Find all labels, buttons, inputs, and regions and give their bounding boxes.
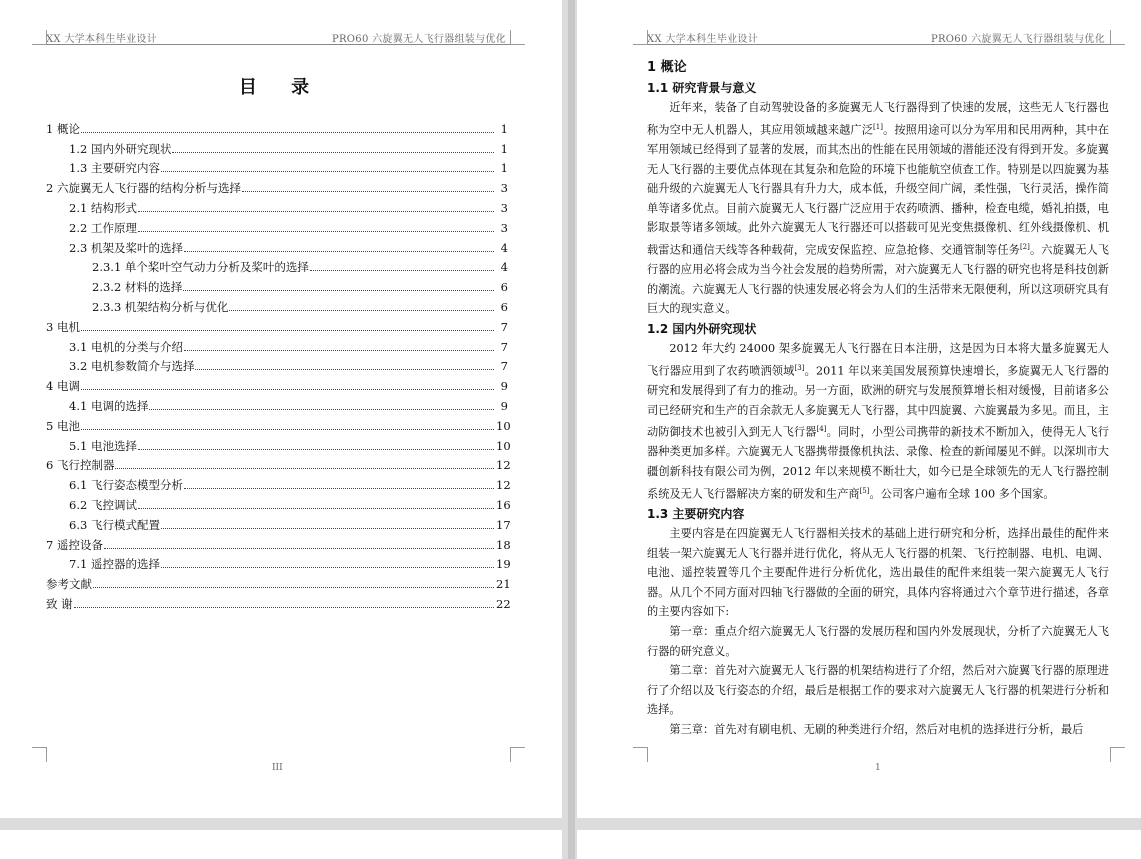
toc-entry-label: 1.2 国内外研究现状 <box>69 141 172 156</box>
section-heading-1-1: 1.1 研究背景与意义 <box>647 81 757 95</box>
toc-leader-dots <box>149 409 494 410</box>
toc-entry[interactable] <box>46 454 511 474</box>
toc-entry[interactable] <box>46 196 508 216</box>
toc-entry-label: 1 概论 <box>46 121 80 136</box>
chapter-body <box>647 58 1109 739</box>
paragraph-chapter-three: 第三章：首先对有刷电机、无刷的种类进行介绍，然后对电机的选择进行分析，最后 <box>669 722 1084 736</box>
toc-entry-label: 6.1 飞行姿态模型分析 <box>69 478 183 493</box>
toc-entry-page: 4 <box>500 240 508 255</box>
header-left: XX 大学本科生毕业设计 <box>46 34 158 45</box>
toc-entry-page: 7 <box>500 359 508 374</box>
text-run: 。2011 年以来美国发展预算快速增长，多旋翼无人飞行器的研究和发展得到了有力的推动。另一方面，欧洲的研究与发展预算增长相对缓慢，目前诸多公司已经研究和生产的百余款无人多旋翼无人飞行器，其中四旋翼、六旋翼最为多见。而且，主动防御技术也被引入到无人飞行器 <box>647 364 1109 439</box>
next-page-top-left <box>0 830 562 859</box>
toc-leader-dots <box>161 171 494 172</box>
toc-entry-label: 2.2 工作原理 <box>69 220 137 235</box>
toc-entry[interactable] <box>46 434 511 454</box>
toc-entry[interactable] <box>46 355 508 375</box>
toc-entry-page: 16 <box>496 497 511 512</box>
corner-mark-bottom-left <box>633 747 648 762</box>
citation: [2] <box>1019 242 1030 251</box>
page-number: 1 <box>875 763 881 773</box>
toc-entry-label: 6 飞行控制器 <box>46 458 115 473</box>
toc-entry-label: 致 谢 <box>46 596 73 611</box>
toc-leader-dots <box>184 251 494 252</box>
text-run: 。六旋翼无人飞行器的应用必将会成为当今社会发展的趋势所需，对六旋翼无人飞行器的研究也将是科技创新的潮流。六旋翼无人飞行器的快速发展必将会为人们的生活带来无限便利，所以这项研究具有巨大的现实意义。 <box>647 243 1109 316</box>
page-number: III <box>272 763 283 773</box>
toc-leader-dots <box>138 508 494 509</box>
toc-entry[interactable] <box>46 553 511 573</box>
corner-mark-top-left <box>32 30 47 45</box>
toc-entry[interactable] <box>46 275 508 295</box>
text-run: 2012 年大约 24000 架多旋翼无人飞行器在日本注册，这是因为日本将大量多旋翼无人飞行器应用到了农药喷洒领域 <box>647 342 1109 378</box>
toc-entry-label: 2.1 结构形式 <box>69 200 137 215</box>
toc-entry-page: 19 <box>496 557 511 572</box>
header-right: PRO60 六旋翼无人飞行器组装与优化 <box>331 34 506 45</box>
toc-entry-page: 12 <box>496 458 511 473</box>
corner-mark-top-right <box>510 30 525 45</box>
toc-leader-dots <box>104 548 494 549</box>
toc-entry-page: 3 <box>500 181 508 196</box>
corner-mark-top-left <box>633 30 648 45</box>
toc-leader-dots <box>74 607 494 608</box>
toc-entry-label: 1.3 主要研究内容 <box>69 161 160 176</box>
section-heading-1-2: 1.2 国内外研究现状 <box>647 322 757 336</box>
header-right: PRO60 六旋翼无人飞行器组装与优化 <box>930 34 1105 45</box>
toc-leader-dots <box>184 350 494 351</box>
toc-leader-dots <box>138 449 494 450</box>
toc-leader-dots <box>81 132 494 133</box>
citation: [5] <box>859 486 870 495</box>
toc-entry-label: 6.3 飞行模式配置 <box>69 517 160 532</box>
chapter-heading: 1 概论 <box>647 60 687 75</box>
section-heading-1-3: 1.3 主要研究内容 <box>647 506 745 521</box>
toc-leader-dots <box>138 231 494 232</box>
toc-entry-label: 3.2 电机参数简介与选择 <box>69 359 195 374</box>
header-left: XX 大学本科生毕业设计 <box>647 34 759 45</box>
corner-mark-bottom-right <box>1110 747 1125 762</box>
toc-entry-page: 12 <box>496 478 511 493</box>
toc-entry-label: 2.3.3 机架结构分析与优化 <box>92 299 229 314</box>
toc-leader-dots <box>242 191 494 192</box>
toc-entry-page: 10 <box>496 418 511 433</box>
toc-entry[interactable] <box>46 315 508 335</box>
toc-leader-dots <box>161 567 494 568</box>
toc-entry-label: 3 电机 <box>46 319 80 334</box>
text-run: 。同时，小型公司携带的新技术不断加入，使得无人飞行器种类更加多样。六旋翼无人飞器携带摄像机执法、录像、检查的新闻屡见不鲜。以深圳市大疆创新科技有限公司为例，2012 年以来规模不断壮大，如今已是全球领先的无人飞行器控制系统及无人飞行器解决方案的研发和生产商 <box>647 425 1109 501</box>
toc-entry-label: 4 电调 <box>46 379 80 394</box>
toc-entry-page: 17 <box>496 517 511 532</box>
toc-leader-dots <box>93 587 494 588</box>
toc-entry-label: 4.1 电调的选择 <box>69 398 149 413</box>
toc-entry-label: 5 电池 <box>46 418 80 433</box>
toc-leader-dots <box>81 330 494 331</box>
toc-entry[interactable] <box>46 374 508 394</box>
toc-entry[interactable] <box>46 414 511 434</box>
toc-entry[interactable] <box>46 176 508 196</box>
toc-leader-dots <box>81 429 494 430</box>
toc-entry-page: 7 <box>500 319 508 334</box>
text-run: 。按照用途可以分为军用和民用两种，其中在军用领域已经得到了显著的发展，而其杰出的性能在民用领域的潜能还没有得到开发。多旋翼无人飞行器的主要优点体现在其复杂和危险的环境下也能航空侦查工作。特别是以四旋翼为基础升级的六旋翼无人飞行器具有升力大，成本低，升级空间广阔，柔性强，飞行灵活，操作简单等诸多优点。目前六旋翼无人飞行器广泛应用于农药喷洒、播种，检查电缆，婚礼拍摄，电影取景等诸多领域。此外六旋翼无人飞行器还可以搭载可见光变焦摄像机、红外线摄像机、机载雷达和通信天线等各种载荷，完成安保监控、应急抢修、交通管制等任务 <box>647 123 1109 257</box>
corner-mark-bottom-left <box>32 747 47 762</box>
toc-entry-label: 2.3.1 单个桨叶空气动力分析及桨叶的选择 <box>92 260 309 275</box>
toc-leader-dots <box>183 290 494 291</box>
toc-entry-page: 4 <box>500 260 508 275</box>
toc-leader-dots <box>115 468 494 469</box>
toc-entry-page: 7 <box>500 339 508 354</box>
paragraph-background <box>647 98 1109 319</box>
toc-entry[interactable] <box>46 236 508 256</box>
toc-entry[interactable] <box>46 533 511 553</box>
toc-leader-dots <box>184 488 494 489</box>
toc-entry-page: 3 <box>500 200 508 215</box>
header-rule <box>32 44 524 45</box>
corner-mark-top-right <box>1110 30 1125 45</box>
toc-entry-label: 7.1 遥控器的选择 <box>69 557 160 572</box>
toc-entry[interactable] <box>46 592 511 612</box>
toc-entry-page: 21 <box>496 577 511 592</box>
toc-leader-dots <box>195 369 494 370</box>
toc-entry[interactable] <box>46 473 511 493</box>
toc-leader-dots <box>161 528 494 529</box>
header-rule <box>633 44 1111 45</box>
toc-entry-page: 10 <box>496 438 511 453</box>
toc-entry-label: 2.3.2 材料的选择 <box>92 280 183 295</box>
toc-entry[interactable] <box>46 572 511 592</box>
toc-entry-label: 7 遥控设备 <box>46 537 103 552</box>
page-divider <box>568 0 575 859</box>
toc-entry[interactable] <box>46 513 511 533</box>
toc-entry[interactable] <box>46 216 508 236</box>
toc-entry-page: 1 <box>500 161 508 176</box>
toc-entry-page: 9 <box>500 379 508 394</box>
toc-page <box>0 0 562 818</box>
toc-entry-label: 6.2 飞控调试 <box>69 497 137 512</box>
toc-leader-dots <box>229 310 494 311</box>
toc-entry[interactable] <box>46 256 508 276</box>
toc-entry-page: 22 <box>496 596 511 611</box>
citation: [4] <box>816 425 827 434</box>
toc-entry-page: 1 <box>500 141 508 156</box>
toc-leader-dots <box>172 152 494 153</box>
toc-entry[interactable] <box>46 157 508 177</box>
paragraph-research-status <box>647 339 1109 504</box>
toc-entry-page: 6 <box>500 280 508 295</box>
paragraph-chapter-two: 第二章：首先对六旋翼无人飞行器的机架结构进行了介绍，然后对六旋翼飞行器的原理进行了介绍以及飞行姿态的介绍，最后是根据工作的要求对六旋翼无人飞行器的机架进行分析和选择。 <box>647 664 1109 717</box>
citation: [3] <box>794 363 805 372</box>
toc-entry[interactable] <box>46 137 508 157</box>
toc-entry-page: 6 <box>500 299 508 314</box>
text-run: 。公司客户遍布全球 100 多个国家。 <box>869 487 1055 501</box>
toc-leader-dots <box>138 211 494 212</box>
toc-entry[interactable] <box>46 295 508 315</box>
toc-entry-label: 2.3 机架及桨叶的选择 <box>69 240 183 255</box>
toc-title: 目 录 <box>238 77 324 98</box>
toc-entry[interactable] <box>46 335 508 355</box>
paragraph-chapter-one: 第一章：重点介绍六旋翼无人飞行器的发展历程和国内外发展现状，分析了六旋翼无人飞行器的研究意义。 <box>647 624 1109 658</box>
corner-mark-bottom-right <box>510 747 525 762</box>
toc-entry-page: 9 <box>500 398 508 413</box>
toc-leader-dots <box>310 270 494 271</box>
next-page-top-right <box>577 830 1141 859</box>
toc-leader-dots <box>81 389 494 390</box>
toc-entry[interactable] <box>46 117 508 137</box>
citation: [1] <box>873 122 883 131</box>
toc-entry[interactable] <box>46 493 511 513</box>
toc-entry-page: 18 <box>496 537 511 552</box>
toc-entry-label: 2 六旋翼无人飞行器的结构分析与选择 <box>46 181 241 196</box>
text-run: 近年来，装备了自动驾驶设备的多旋翼无人飞行器得到了快速的发展，这些无人飞行器也称为空中无人机器人，其应用领域越来越广泛 <box>647 101 1109 137</box>
toc-entry-label: 参考文献 <box>46 577 92 592</box>
toc-entry-label: 5.1 电池选择 <box>69 438 137 453</box>
toc-entry-label: 3.1 电机的分类与介绍 <box>69 339 183 354</box>
toc-entry-page: 1 <box>500 121 508 136</box>
paragraph-main-content: 主要内容是在四旋翼无人飞行器相关技术的基础上进行研究和分析，选择出最佳的配件来组装一架六旋翼无人飞行器并进行优化，将从无人飞行器的机架、飞行控制器、电机、电调、电池、遥控装置等几个主要配件进行分析优化，选出最佳的配件来组装一架六旋翼无人飞行器。从几个不同方面对四轴飞行器做的全面的研究，具体内容将通过六个章节进行描述，各章的主要内容如下: <box>647 526 1109 619</box>
toc-list <box>46 117 511 612</box>
toc-entry[interactable] <box>46 394 508 414</box>
toc-entry-page: 3 <box>500 220 508 235</box>
